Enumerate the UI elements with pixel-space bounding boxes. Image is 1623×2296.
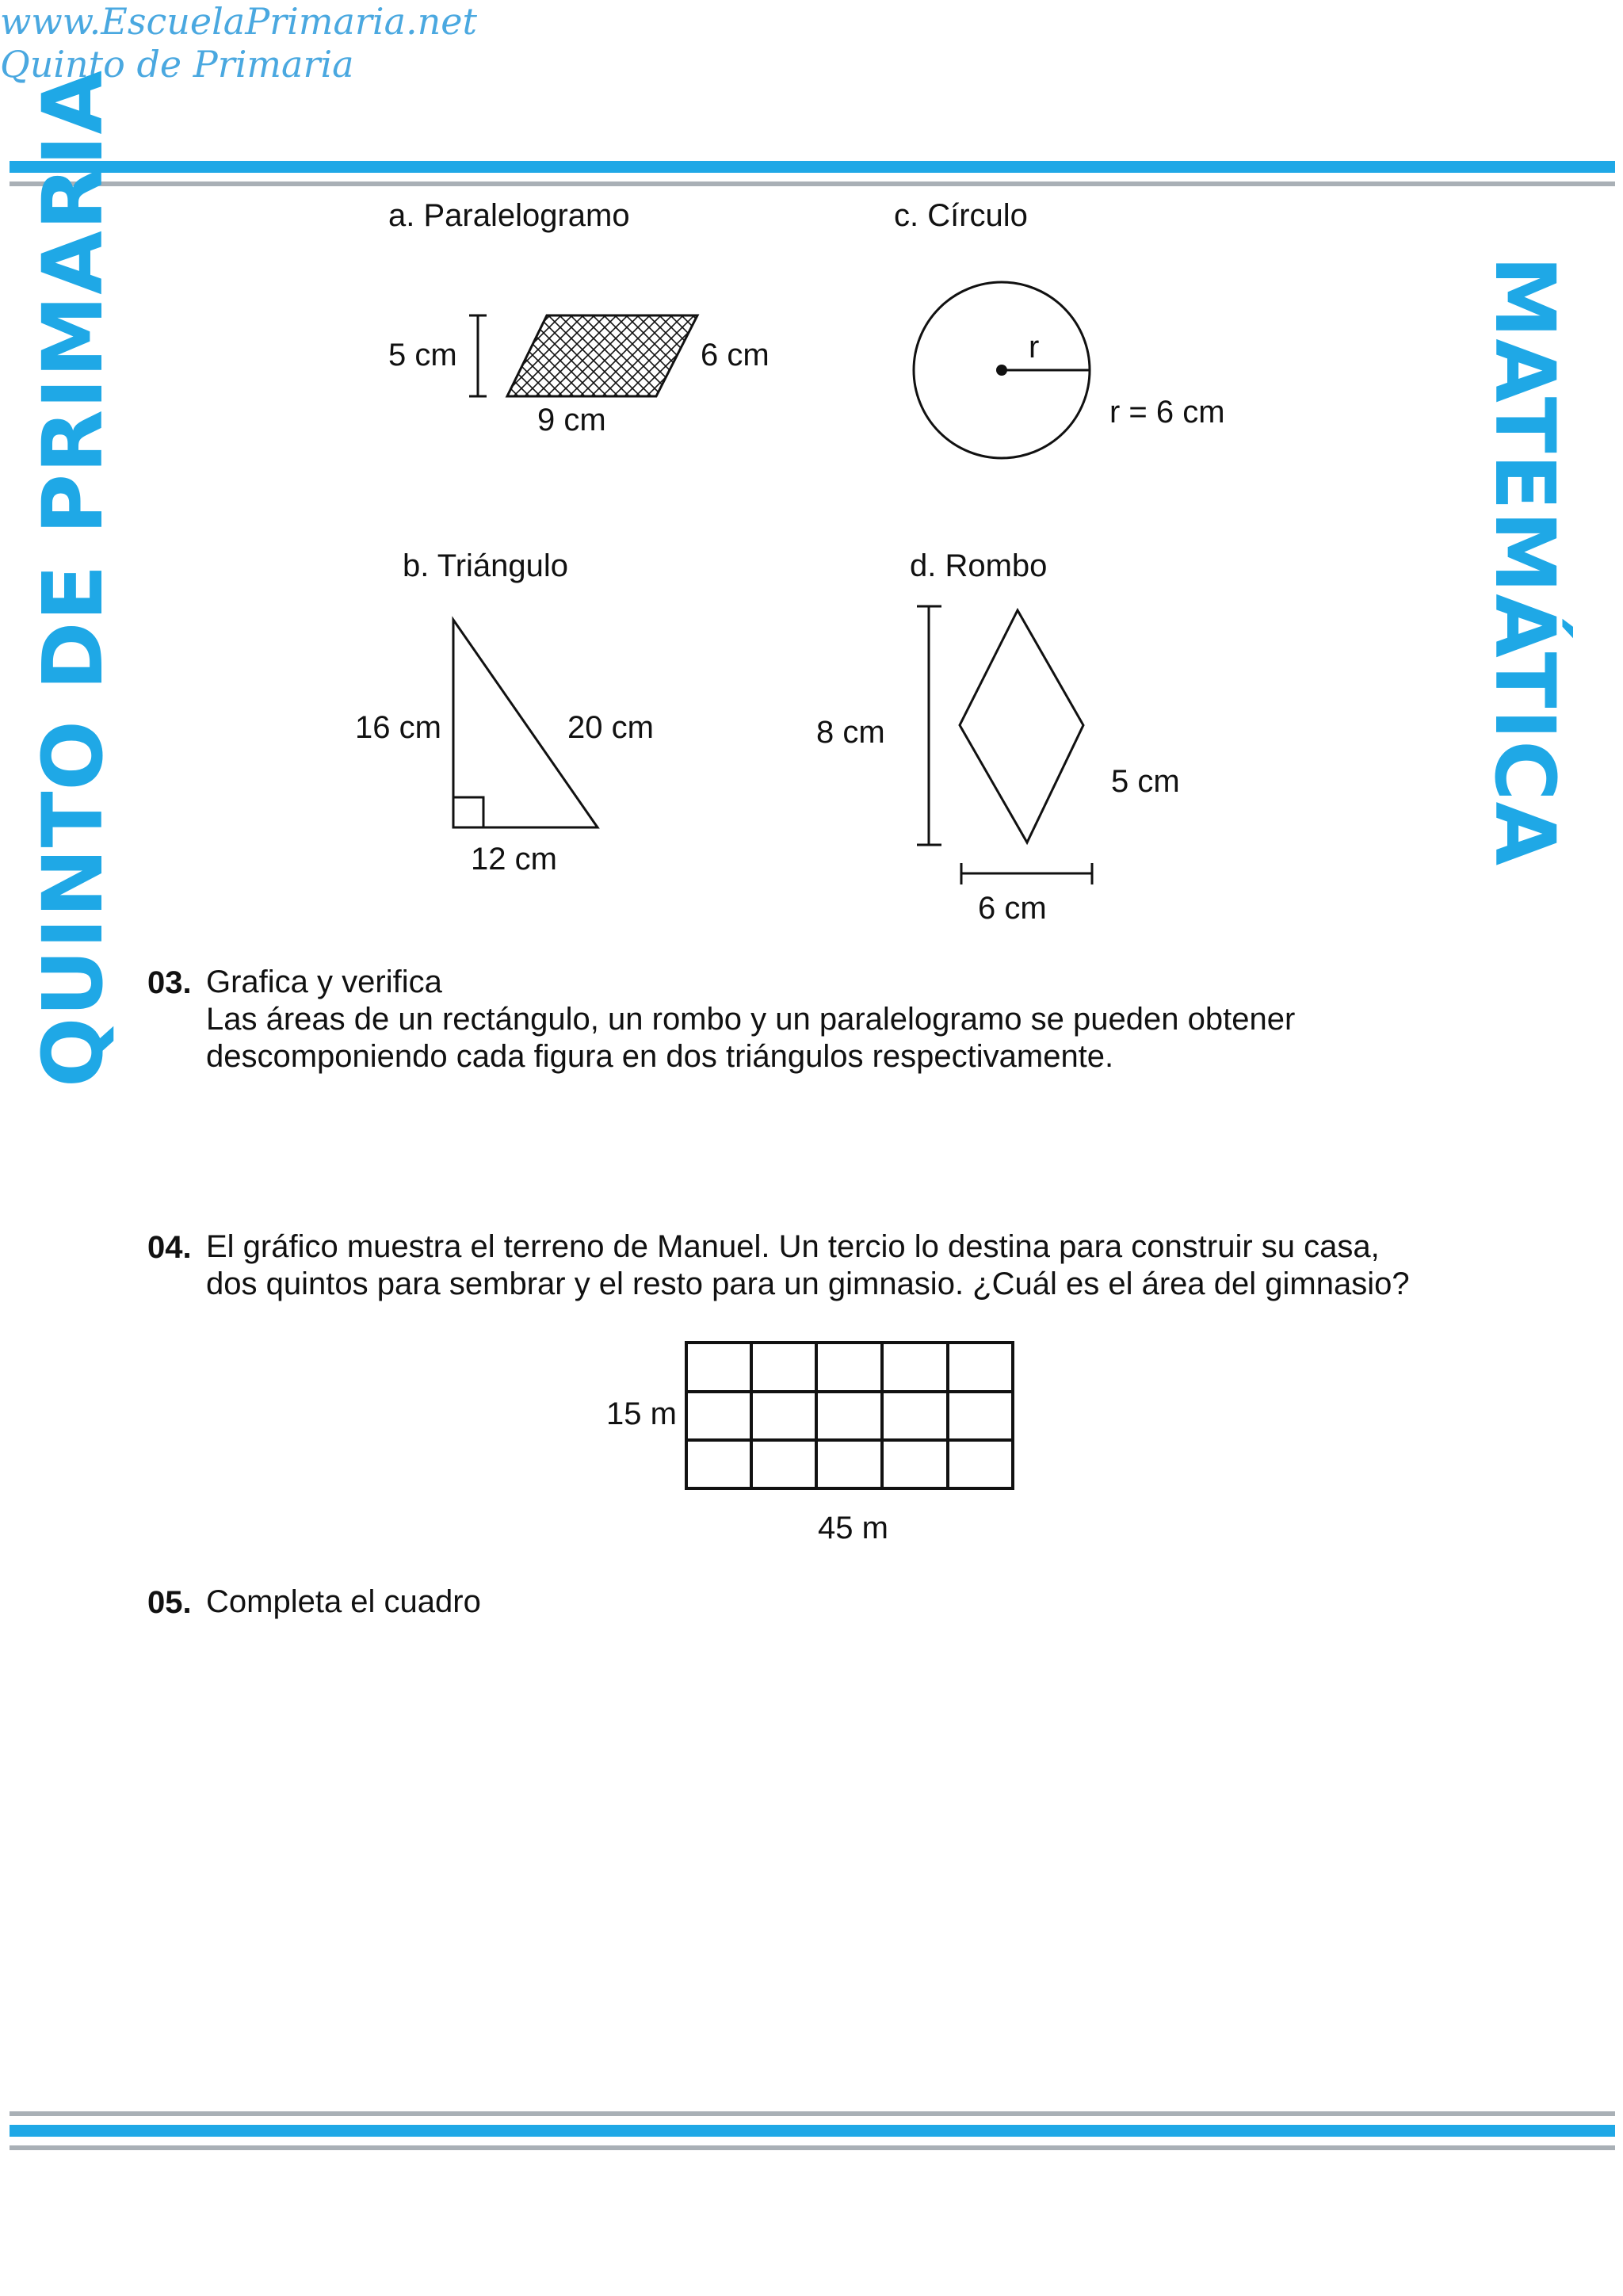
side-title-right: MATEMÁTICA xyxy=(1476,255,1573,867)
rhombus-minor-diagonal-label: 6 cm xyxy=(978,891,1047,926)
circle-radius-value: r = 6 cm xyxy=(1109,395,1225,430)
rhombus-minor-diagonal-marker xyxy=(961,863,1092,884)
rhombus-shape xyxy=(960,610,1083,842)
question-05-line-1: Completa el cuadro xyxy=(206,1584,481,1619)
side-title-left: QUINTO DE PRIMARIA xyxy=(25,70,121,1087)
terrain-height-label: 15 m xyxy=(606,1396,677,1431)
grade-header: Quinto de Primaria xyxy=(0,43,354,86)
question-03-line-3: descomponiendo cada figura en dos triángulos respectivamente. xyxy=(206,1039,1114,1074)
circle-radius-label: r xyxy=(1029,330,1040,365)
rhombus-major-diagonal-label: 8 cm xyxy=(816,715,885,750)
parallelogram-height-label: 5 cm xyxy=(388,338,457,372)
circle-center-dot xyxy=(996,365,1007,376)
terrain-grid xyxy=(686,1343,1013,1488)
parallelogram-base-label: 9 cm xyxy=(537,403,606,437)
question-03-line-1: Grafica y verifica xyxy=(206,965,442,999)
question-04-number: 04. xyxy=(147,1230,192,1265)
parallelogram-shape xyxy=(507,315,697,396)
parallelogram-side-label: 6 cm xyxy=(701,338,769,372)
question-04-line-1: El gráfico muestra el terreno de Manuel. Un tercio lo destina para construir su casa, xyxy=(206,1229,1380,1264)
parallelogram-height-marker xyxy=(469,315,487,396)
triangle-hypotenuse-label: 20 cm xyxy=(567,710,654,745)
triangle-base-label: 12 cm xyxy=(471,842,557,877)
question-05-number: 05. xyxy=(147,1585,192,1620)
terrain-width-label: 45 m xyxy=(818,1511,888,1545)
question-04-line-2: dos quintos para sembrar y el resto para un gimnasio. ¿Cuál es el área del gimnasio? xyxy=(206,1266,1410,1301)
rhombus-side-label: 5 cm xyxy=(1111,764,1180,799)
question-03-number: 03. xyxy=(147,965,192,1000)
triangle-title: b. Triángulo xyxy=(403,548,569,583)
triangle-leg-label: 16 cm xyxy=(355,710,441,745)
right-angle-marker xyxy=(453,797,483,827)
rhombus-title: d. Rombo xyxy=(910,548,1048,583)
rhombus-major-diagonal-marker xyxy=(917,606,941,845)
question-03-line-2: Las áreas de un rectángulo, un rombo y un paralelogramo se pueden obtener xyxy=(206,1002,1296,1037)
circle-title: c. Círculo xyxy=(894,198,1028,233)
website-header: www.EscuelaPrimaria.net xyxy=(0,0,477,43)
parallelogram-title: a. Paralelogramo xyxy=(388,198,630,233)
